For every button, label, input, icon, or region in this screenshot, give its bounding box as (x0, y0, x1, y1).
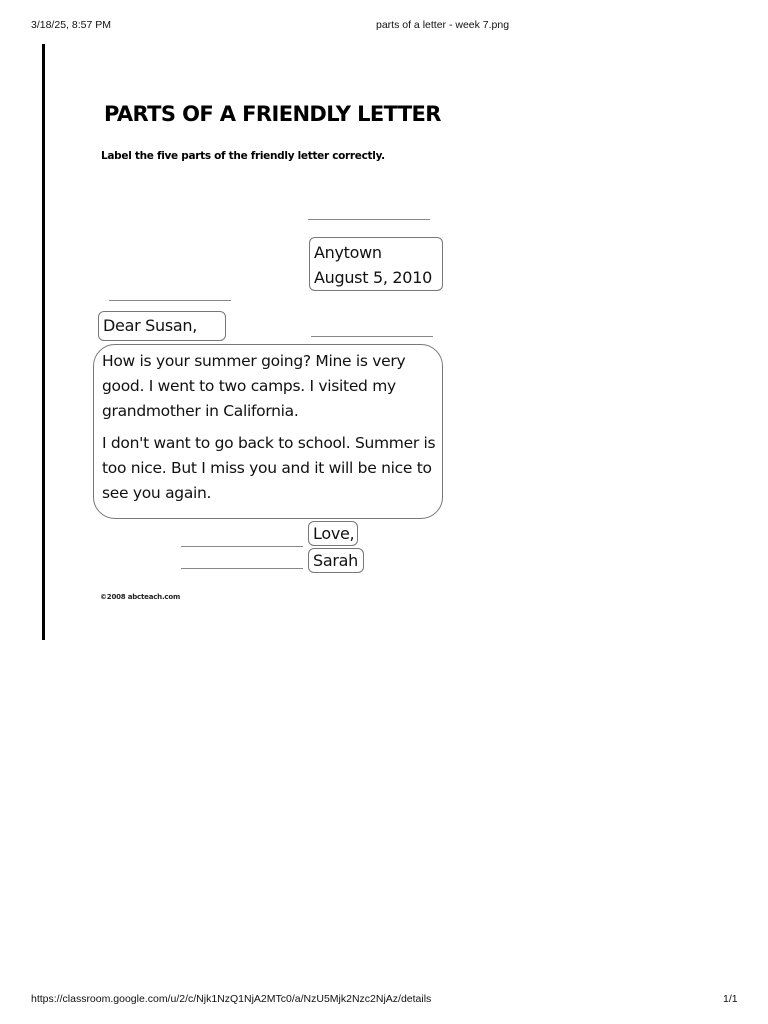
heading-box (309, 237, 443, 291)
print-header-datetime: 3/18/25, 8:57 PM (31, 19, 111, 31)
label-blank-heading (308, 219, 430, 220)
label-blank-body (311, 336, 433, 337)
label-blank-closing (181, 546, 303, 547)
print-footer-url[interactable]: https://classroom.google.com/u/2/c/Njk1NzQ1NjA2MTc0/a/NzU5Mjk2Nzc2NjAz/details (31, 993, 432, 1005)
print-footer-page: 1/1 (723, 993, 738, 1005)
label-blank-greeting (109, 300, 231, 301)
worksheet-instructions: Label the five parts of the friendly letter correctly. (101, 150, 385, 162)
page-left-border (42, 44, 45, 640)
label-blank-signature (181, 568, 303, 569)
signature-box: Sarah (308, 548, 364, 573)
copyright-text: ©2008 abcteach.com (100, 593, 181, 601)
body-box (93, 344, 443, 519)
body-paragraph-1: How is your summer going? Mine is very good. I went to two camps. I visited my grandmother in California. (102, 352, 406, 420)
heading-line-1: Anytown (314, 243, 382, 262)
heading-line-2: August 5, 2010 (314, 268, 432, 287)
print-header-doc-title: parts of a letter - week 7.png (376, 19, 510, 31)
worksheet-title: PARTS OF A FRIENDLY LETTER (104, 102, 441, 126)
body-paragraph-2: I don't want to go back to school. Summer is too nice. But I miss you and it will be nice to see you again. (102, 434, 436, 502)
greeting-box: Dear Susan, (98, 311, 226, 341)
closing-box: Love, (308, 521, 358, 546)
